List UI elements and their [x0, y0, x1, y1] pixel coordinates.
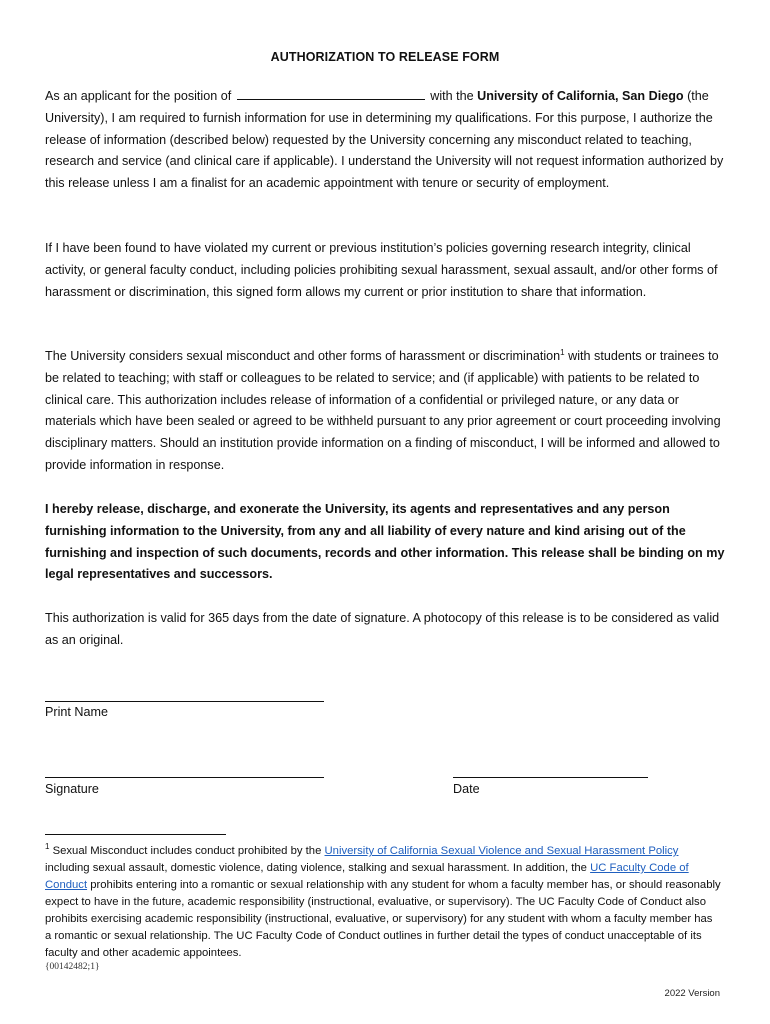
sexual-violence-policy-link[interactable]: University of California Sexual Violence and Sexual Harassment Policy: [324, 845, 679, 857]
misconduct-paragraph: [45, 346, 730, 477]
footnote-divider: [45, 834, 226, 835]
validity-paragraph: This authorization is valid for 365 days from the date of signature. A photocopy of this release is to be considered as valid as an original.: [45, 611, 720, 647]
print-name-line[interactable]: [45, 701, 324, 702]
position-blank[interactable]: [237, 87, 425, 100]
applicant-paragraph: [45, 86, 730, 195]
date-line[interactable]: [453, 777, 648, 778]
footnote-reference: 1: [560, 347, 565, 357]
faculty-code-of-conduct-link[interactable]: UC Faculty Code of Conduct: [45, 862, 689, 891]
print-name-label: Print Name: [45, 705, 108, 719]
footnote-marker: 1: [45, 842, 50, 852]
footnote-rest-text: prohibits entering into a romantic or sexual relationship with any student for whom a faculty member has, or should reasonably expect to have in the future, academic responsibility (instructional, evaluative, or supervisory). The UC Faculty Code of Conduct also prohibits exercising academic responsibility (instructional, evaluative, or supervisory) for any student with whom a faculty member has a romantic or sexual relationship. The UC Faculty Code of Conduct outlines in further detail the types of conduct unacceptable of its faculty and other academic appointees.: [45, 879, 721, 959]
footnote: [45, 843, 721, 962]
footnote-intro-text: Sexual Misconduct includes conduct prohibited by the: [52, 845, 322, 857]
signature-line[interactable]: [45, 777, 324, 778]
violation-paragraph: If I have been found to have violated my current or previous institution’s policies governing research integrity, clinical activity, or general faculty conduct, including policies prohibiting sexual harassment, sexual assault, and/or other forms of harassment or discrimination, this signed form allows my current or prior institution to share that information.: [45, 241, 718, 299]
release-paragraph: I hereby release, discharge, and exonerate the University, its agents and representatives and any person furnishing information to the University, from any and all liability of every nature and kind arising out of the furnishing and inspection of such documents, records and other information. This release shall be binding on my legal representatives and successors.: [45, 502, 725, 582]
document-number: {00142482;1}: [45, 962, 100, 972]
university-name: University of California, San Diego: [477, 89, 684, 103]
signature-label: Signature: [45, 782, 99, 796]
footnote-mid-text: including sexual assault, domestic violence, dating violence, stalking and sexual harassment. In addition, the: [45, 862, 587, 874]
p3-rest-text: with students or trainees to be related to teaching; with staff or colleagues to be related to service; and (if applicable) with patients to be related to clinical care. This authorization includes release of information of a confidential or privileged nature, or any data or materials which have been sealed or agreed to be withheld pursuant to any prior agreement or court proceeding involving disciplinary matters. Should an institution provide information on a finding of misconduct, I will be informed and allowed to provide information in response.: [45, 349, 721, 472]
p3-intro-text: The University considers sexual misconduct and other forms of harassment or discrimination: [45, 349, 561, 363]
version-label: 2022 Version: [664, 988, 720, 999]
p1-rest-text: (the University), I am required to furnish information for use in determining my qualifications. For this purpose, I authorize the release of information (described below) requested by the University concerning any misconduct related to teaching, research and service (and clinical care if applicable). I understand the University will not request information authorized by this release unless I am a finalist for an academic appointment with tenure or security of employment.: [45, 89, 724, 191]
p1-intro-text: As an applicant for the position of: [45, 89, 232, 103]
form-title: AUTHORIZATION TO RELEASE FORM: [270, 50, 500, 64]
date-label: Date: [453, 782, 480, 796]
p1-mid-text: with the: [430, 89, 474, 103]
